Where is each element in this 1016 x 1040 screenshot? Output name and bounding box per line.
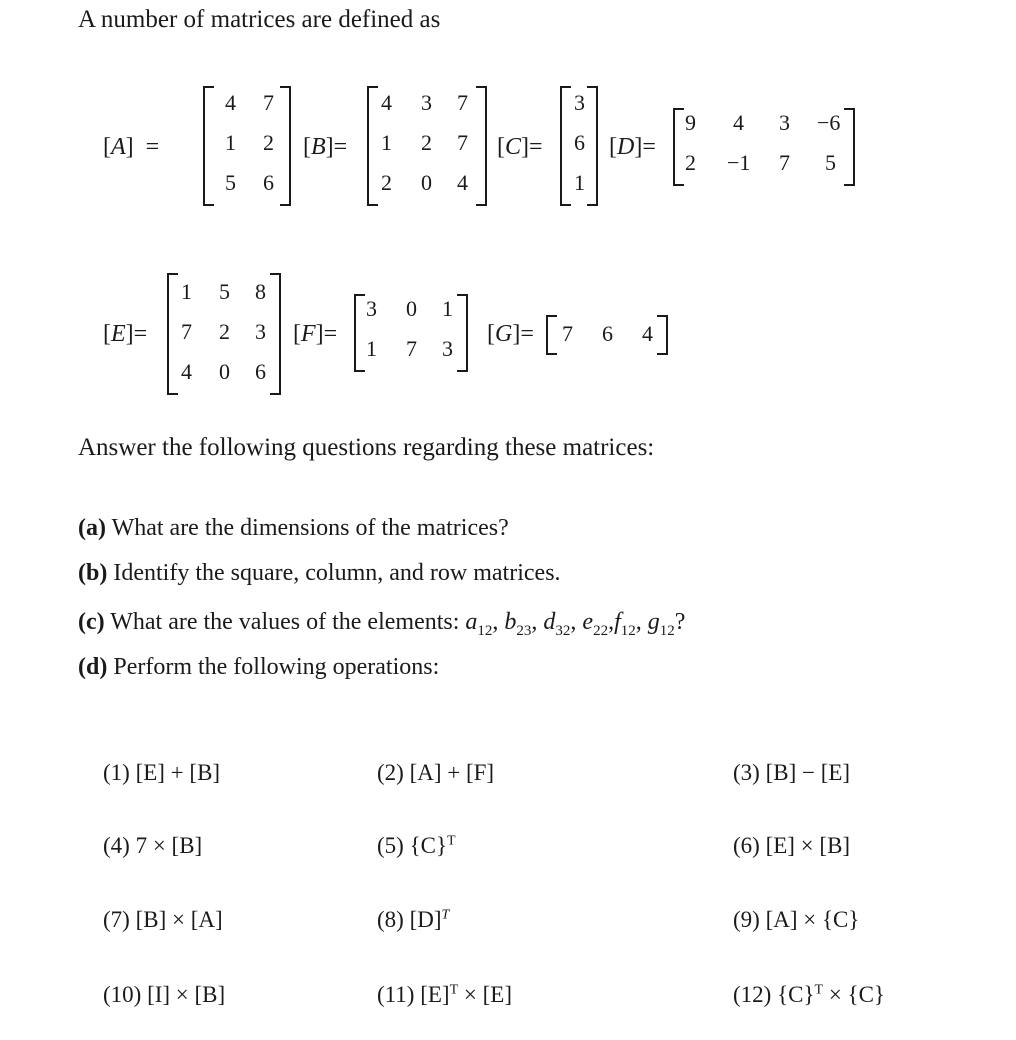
matrix-label-f: [F]= xyxy=(293,321,338,347)
matrix-label-e: [E]= xyxy=(103,321,148,347)
question-d: (d) Perform the following operations: xyxy=(78,654,440,680)
prompt-text: Answer the following questions regarding these matrices: xyxy=(78,434,655,461)
matrix-d: 9 4 3 −6 2 −1 7 5 xyxy=(673,108,855,186)
operation-4: (4) 7 × [B] xyxy=(103,833,203,858)
matrix-e: 1 5 8 7 2 3 4 0 6 xyxy=(167,273,281,395)
operation-6: (6) [E] × [B] xyxy=(733,833,851,858)
operation-12: (12) $\{C\}^T \times \{C\}$ xyxy=(733,982,885,1007)
operation-1: (1) [E] + [B] xyxy=(103,760,221,785)
matrix-label-d: [D]= xyxy=(609,134,656,160)
matrix-f: 3 0 1 1 7 3 xyxy=(354,294,468,372)
matrix-label-b: [B]= xyxy=(303,134,348,160)
matrix-label-a: [A] = xyxy=(103,134,160,160)
matrix-label-g: [G]= xyxy=(487,321,534,347)
intro-text: A number of matrices are defined as xyxy=(78,6,441,33)
operation-8: (8) $[D]^T$ xyxy=(377,907,450,932)
matrix-b: 4 3 7 1 2 7 2 0 4 xyxy=(367,86,487,206)
matrix-g: 7 6 4 xyxy=(546,315,668,355)
operation-11: (11) $[E]^T \times [E]$ xyxy=(377,982,512,1007)
matrix-label-c: [C]= xyxy=(497,134,543,160)
operation-10: (10) [I] × [B] xyxy=(103,982,226,1007)
question-b: (b) Identify the square, column, and row matrices. xyxy=(78,560,561,586)
operation-5: (5) $\{C\}^T$ xyxy=(377,833,456,858)
matrix-a: 4 7 1 2 5 6 xyxy=(203,86,291,206)
question-c: (c) What are the values of the elements: $a_{12}$, $b_{23}$, $d_{32}$, $e_{22},f_{12}$, $g_{12}$? xyxy=(78,609,686,639)
operation-2: (2) [A] + [F] xyxy=(377,760,495,785)
matrix-c: 3 6 1 xyxy=(560,86,598,206)
operation-7: (7) [B] × [A] xyxy=(103,907,223,932)
operation-3: (3) [B] − [E] xyxy=(733,760,851,785)
question-a: (a) What are the dimensions of the matrices? xyxy=(78,515,509,541)
operation-9: (9) [A] × {C} xyxy=(733,907,860,932)
